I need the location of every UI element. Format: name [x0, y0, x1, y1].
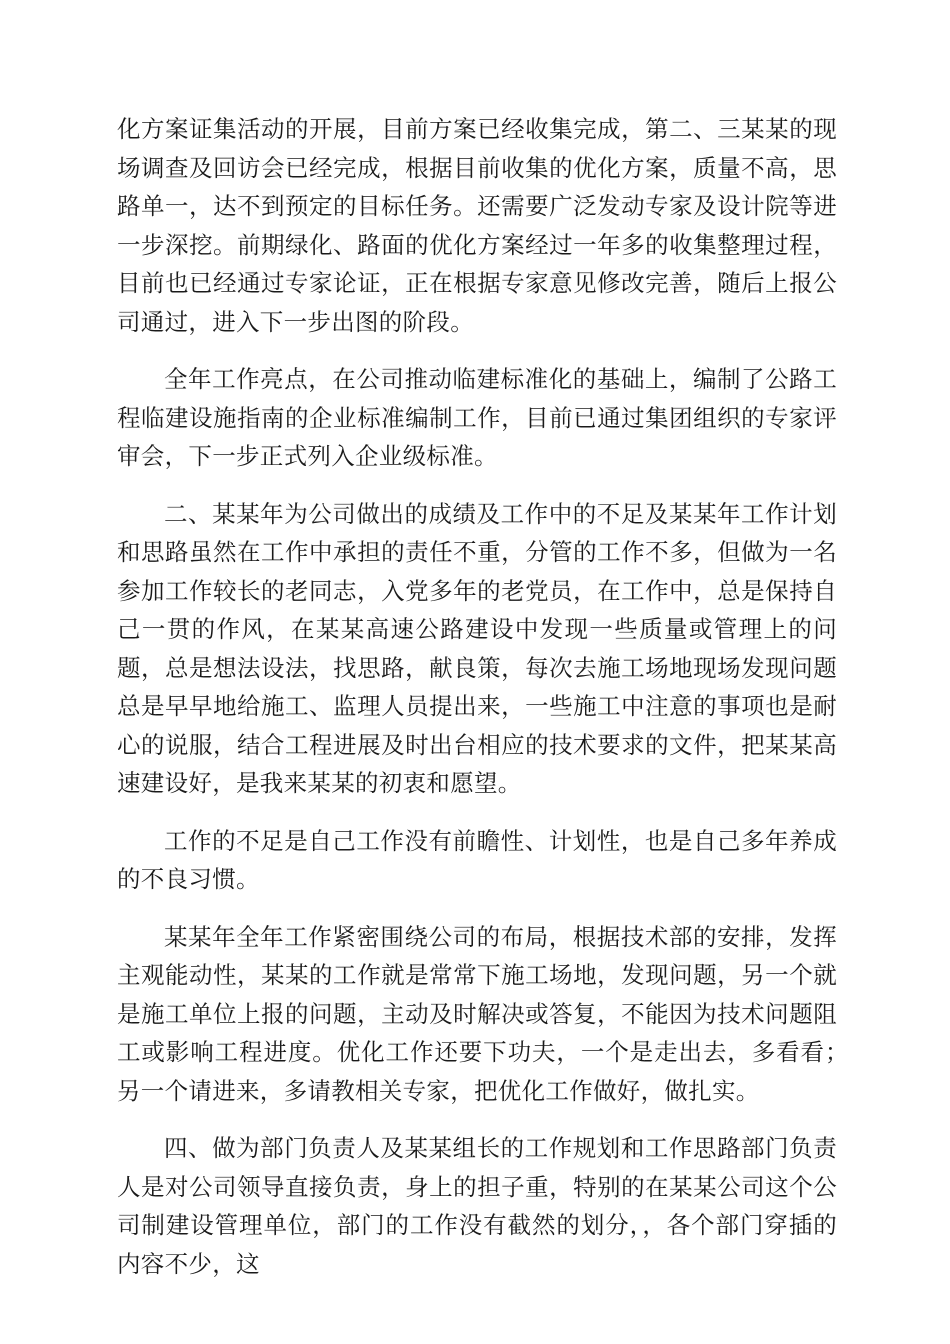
document-body — [117, 110, 861, 1302]
paragraph-continued: 化方案证集活动的开展，目前方案已经收集完成，第二、三某某的现场调查及回访会已经完成，根据目前收集的优化方案，质量不高，思路单一，达不到预定的目标任务。还需要广泛发动专家及设计院等进一步深挖。前期绿化、路面的优化方案经过一年多的收集整理过程，目前也已经通过专家论证，正在根据专家意见修改完善，随后上报公司通过，进入下一步出图的阶段。 — [117, 115, 837, 336]
paragraph-shortcomings: 工作的不足是自己工作没有前瞻性、计划性，也是自己多年养成的不良习惯。 — [117, 826, 837, 893]
paragraph-section-four: 四、做为部门负责人及某某组长的工作规划和工作思路部门负责人是对公司领导直接负责，身上的担子重，特别的在某某公司这个公司制建设管理单位，部门的工作没有截然的划分，，各个部门穿插的内容不少，这 — [117, 1134, 837, 1278]
paragraph-annual-work: 某某年全年工作紧密围绕公司的布局，根据技术部的安排，发挥主观能动性，某某的工作就是常常下施工场地，发现问题，另一个就是施工单位上报的问题，主动及时解决或答复，不能因为技术问题阻工或影响工程进度。优化工作还要下功夫，一个是走出去，多看看； 另一个请进来，多请教相关专家，把优化工作做好，做扎实。 — [117, 922, 861, 1105]
paragraph-highlights: 全年工作亮点，在公司推动临建标准化的基础上，编制了公路工程临建设施指南的企业标准编制工作，目前已通过集团组织的专家评审会，下一步正式列入企业级标准。 — [117, 365, 837, 470]
paragraph-section-two: 二、某某年为公司做出的成绩及工作中的不足及某某年工作计划和思路虽然在工作中承担的责任不重，分管的工作不多，但做为一名参加工作较长的老同志，入党多年的老党员，在工作中，总是保持自己一贯的作风，在某某高速公路建设中发现一些质量或管理上的问题，总是想法设法，找思路，献良策，每次去施工场地现场发现问题总是早早地给施工、监理人员提出来，一些施工中注意的事项也是耐心的说服，结合工程进展及时出台相应的技术要求的文件，把某某高速建设好，是我来某某的初衷和愿望。 — [117, 499, 837, 797]
